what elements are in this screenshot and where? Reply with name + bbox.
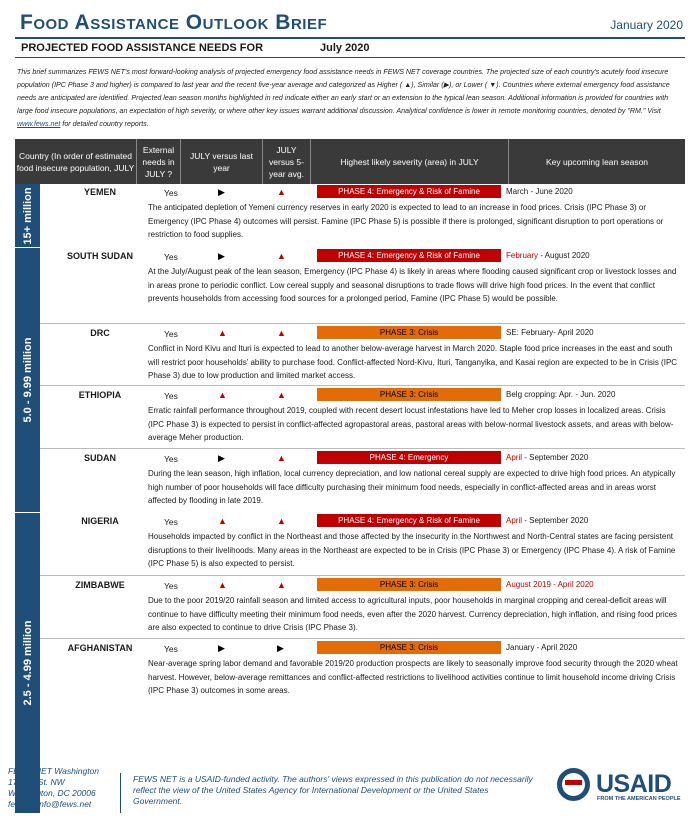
- title-rule: [15, 37, 685, 39]
- address-line: 1717 H St. NW: [8, 777, 65, 787]
- country-name: NIGERIA: [81, 516, 119, 526]
- subtitle-month: July 2020: [320, 42, 370, 54]
- country-name: YEMEN: [83, 187, 116, 197]
- severity-badge: PHASE 4: Emergency & Risk of Famine: [317, 249, 501, 262]
- intro-tail: for detailed country reports.: [62, 120, 149, 128]
- row-divider: [40, 385, 685, 386]
- usaid-logo: USAID: [596, 770, 672, 798]
- disclaimer: FEWS NET is a USAID-funded activity. The authors' views expressed in this publication do not necessarily reflect the view of the United States Agency for International Development or the United States Government.: [133, 774, 533, 806]
- severity-badge: PHASE 4: Emergency: [317, 451, 501, 464]
- header-lean: Key upcoming lean season: [545, 156, 649, 167]
- vs-last-similar-icon: ▶: [218, 187, 225, 197]
- address-line: FEWS NET Washington: [8, 766, 100, 776]
- vs-avg-higher-icon: ▲: [277, 251, 286, 261]
- header-vs-avg: JULY versus 5-year avg.: [263, 139, 311, 184]
- lean-season: August 2019 - April 2020: [506, 580, 594, 589]
- country-name: DRC: [90, 328, 110, 338]
- severity-badge: PHASE 4: Emergency & Risk of Famine: [317, 514, 501, 527]
- intro-paragraph: [17, 66, 685, 131]
- header: [15, 9, 685, 37]
- country-description: At the July/August peak of the lean season, Emergency (IPC Phase 4) is likely in areas where flooding caused significant crop or livestock losses and in areas prone to periodic conflict. Low cereal supply and seasonal disruptions to trade flows will drive high food prices. In the event that conflict prevents households from accessing food sources for a prolonged period, Famine (IPC Phase 5) would be possible.: [148, 267, 677, 303]
- lean-season: April - September 2020: [506, 516, 589, 525]
- page-title: Food Assistance Outlook Brief: [20, 11, 328, 34]
- country-description: Conflict in Nord Kivu and Ituri is expected to lead to another below-average harvest in March 2020. Staple food price increases in the east and south will restrict poor households' ability to purchase food. Conflict-affected Nord-Kivu, Ituri, Tanganyika, and Kasai region are expected to be in Crisis (IPC Phase 3) due to low production and limited market access.: [148, 344, 678, 380]
- header-vs-last: JULY versus last year: [181, 139, 263, 184]
- band-15plus: 15+ million: [15, 184, 40, 247]
- usaid-tagline: FROM THE AMERICAN PEOPLE: [597, 796, 681, 802]
- lean-season: SE: February- April 2020: [506, 328, 594, 337]
- row-divider: [40, 323, 685, 324]
- lean-season: February - August 2020: [506, 251, 590, 260]
- country-description: During the lean season, high inflation, local currency depreciation, and low national cereal supply are expected to drive high food prices. An atypically high number of poor households will face difficulty purchasing their minimum food needs, especially in conflict-affected areas and in areas worst affected by flooding in late 2019.: [148, 469, 676, 505]
- footer-divider: [120, 773, 121, 813]
- header-external: External needs in JULY ?: [137, 139, 181, 184]
- lean-season: Belg cropping: Apr. - Jun. 2020: [506, 390, 616, 399]
- band-5-10: 5.0 - 9.99 million: [15, 248, 40, 512]
- row-divider: [40, 575, 685, 576]
- vs-last-similar-icon: ▶: [218, 251, 225, 261]
- external-need: Yes: [164, 252, 178, 262]
- fews-link[interactable]: www.fews.net: [17, 120, 61, 128]
- vs-last-higher-icon: ▲: [218, 580, 227, 590]
- external-need: Yes: [164, 517, 178, 527]
- vs-last-higher-icon: ▲: [218, 516, 227, 526]
- country-description: Erratic rainfall performance throughout 2019, coupled with recent desert locust infestations have led to Meher crop losses in localized areas. Crisis (IPC Phase 3) is expected to persist in conflict-affected agropastoral areas, pastoral areas with below-normal livestock assets, and areas with below-average Meher production.: [148, 406, 674, 442]
- lean-season: April - September 2020: [506, 453, 589, 462]
- vs-avg-higher-icon: ▲: [277, 580, 286, 590]
- severity-badge: PHASE 3: Crisis: [317, 388, 501, 401]
- vs-avg-higher-icon: ▲: [277, 453, 286, 463]
- address-line: Washington, DC 20006: [8, 788, 96, 798]
- lean-season: January - April 2020: [506, 643, 578, 652]
- country-description: Households impacted by conflict in the Northeast and those affected by the insecurity in the Northwest and North-Central states are facing persistent disruptions to their livelihoods. Many areas in the Northeast are expected to be in Crisis (IPC Phase 3) or Emergency (IPC Phase 4). A risk of Famine (IPC Phase 5) is also expected to persist.: [148, 532, 676, 568]
- subtitle: PROJECTED FOOD ASSISTANCE NEEDS FOR: [21, 42, 264, 54]
- vs-last-similar-icon: ▶: [218, 643, 225, 653]
- country-name: AFGHANISTAN: [67, 643, 133, 653]
- external-need: Yes: [164, 454, 178, 464]
- intro-text: This brief summarizes FEWS NET's most forward-looking analysis of projected emergency food assistance needs in FEWS NET coverage countries. The projected size of each country's acutely food insecure population (IPC Phase 3 and higher) is compared to last year and the recent five-year average and categorized as Higher ( ▲), Similar (▶), or Lower ( ▼). Countries where external emergency food assistance needs are anticipated are identified. Projected lean season months highlighted in red indicate either an early start or an extension to the typical lean season. Additional information is provided for countries with large food insecure populations, an expectation of high severity, or where other key issues warrant additional discussion. Analytical confidence is lower in remote monitoring countries, denoted by "RM." Visit: [17, 68, 670, 115]
- external-need: Yes: [164, 644, 178, 654]
- subtitle-rule: [15, 57, 685, 58]
- severity-badge: PHASE 3: Crisis: [317, 326, 501, 339]
- severity-badge: PHASE 3: Crisis: [317, 641, 501, 654]
- country-name: ZIMBABWE: [75, 580, 125, 590]
- vs-last-higher-icon: ▲: [218, 390, 227, 400]
- external-need: Yes: [164, 188, 178, 198]
- vs-avg-similar-icon: ▶: [277, 643, 284, 653]
- external-need: Yes: [164, 581, 178, 591]
- country-description: Due to the poor 2019/20 rainfall season and limited access to agricultural inputs, poor households in marginal cropping and cereal-deficit areas will continue to have difficulty meeting their minimum food needs, even after the 2020 harvest. Currency depreciation, high inflation, and rising food prices are also expected to continue to drive Crisis (IPC Phase 3).: [148, 596, 678, 632]
- table-header: [15, 139, 685, 184]
- report-date: January 2020: [610, 18, 683, 32]
- severity-badge: PHASE 3: Crisis: [317, 578, 501, 591]
- header-severity: Highest likely severity (area) in JULY: [311, 139, 509, 184]
- row-divider: [40, 448, 685, 449]
- country-name: ETHIOPIA: [78, 390, 122, 400]
- severity-badge: PHASE 4: Emergency & Risk of Famine: [317, 185, 501, 198]
- country-name: SOUTH SUDAN: [66, 251, 133, 261]
- country-description: The anticipated depletion of Yemeni currency reserves in early 2020 is expected to lead to an increase in food prices. Crisis (IPC Phase 3) or Emergency (IPC Phase 4) outcomes will persist. Famine (IPC Phase 5) is possible if there is prolonged, significant disruption to port operations or restriction to food supplies.: [148, 203, 664, 239]
- country-name: SUDAN: [83, 453, 116, 463]
- vs-avg-higher-icon: ▲: [277, 390, 286, 400]
- vs-last-higher-icon: ▲: [218, 328, 227, 338]
- vs-last-similar-icon: ▶: [218, 453, 225, 463]
- external-need: Yes: [164, 391, 178, 401]
- row-divider: [40, 638, 685, 639]
- footer-address: [8, 766, 99, 810]
- header-country: Country (In order of estimated food insecure population, JULY: [15, 139, 137, 184]
- vs-avg-higher-icon: ▲: [277, 328, 286, 338]
- external-need: Yes: [164, 329, 178, 339]
- vs-avg-higher-icon: ▲: [277, 187, 286, 197]
- email-link[interactable]: fewsnetinfo@fews.net: [8, 799, 92, 809]
- band-2-5: 2.5 - 4.99 million: [15, 513, 40, 813]
- vs-avg-higher-icon: ▲: [277, 516, 286, 526]
- lean-season: March - June 2020: [506, 187, 573, 196]
- usaid-seal-icon: [557, 768, 590, 801]
- country-description: Near-average spring labor demand and favorable 2019/20 production prospects are likely to seasonally improve food security through the 2020 wheat harvest. However, below-average remittances and conflict-affected restrictions to livelihood activities continue to limit household income driving Crisis (IPC Phase 3) outcomes in some areas.: [148, 659, 678, 695]
